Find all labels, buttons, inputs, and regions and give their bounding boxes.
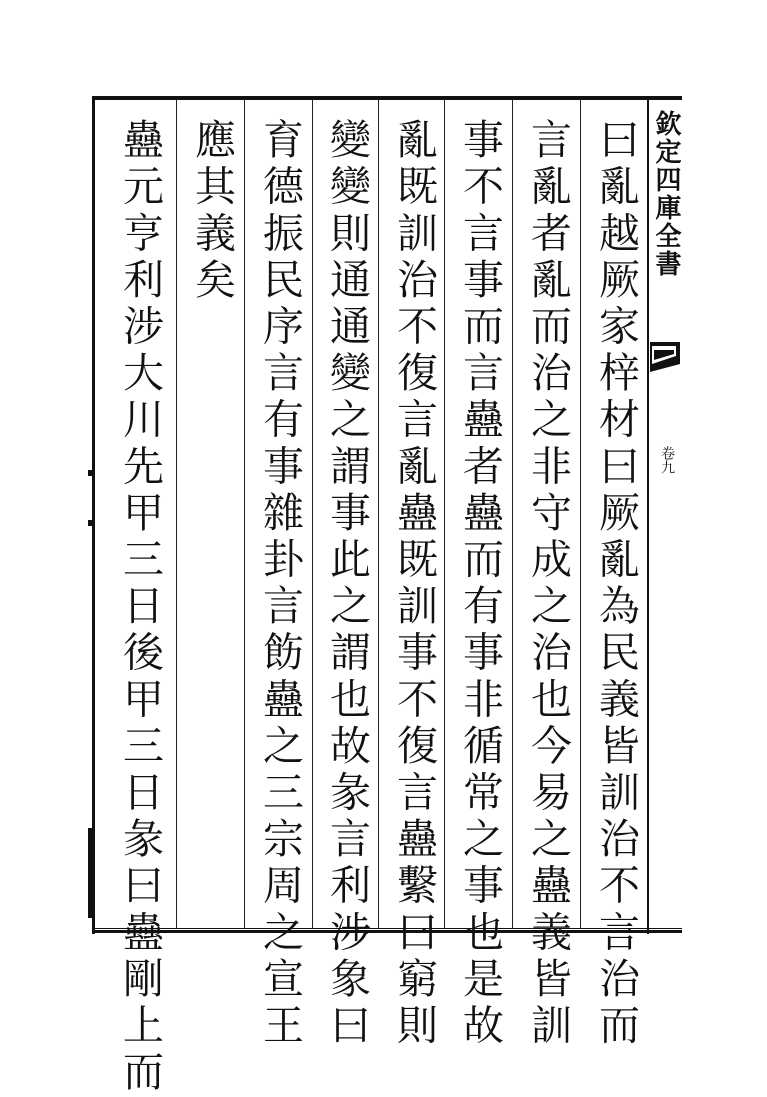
text-column: 蠱元亨利涉大川先甲三日後甲三日彖曰蠱剛上而 — [116, 118, 164, 1097]
top-border — [92, 96, 682, 100]
column-divider — [580, 100, 581, 928]
column-divider — [378, 100, 379, 928]
column-divider — [312, 100, 313, 928]
margin-title: 欽定四庫全書 — [651, 110, 681, 278]
text-column: 應其義矣 — [188, 118, 236, 305]
binding-mark — [88, 520, 94, 526]
text-column: 曰亂越厥家梓材曰厥亂為民義皆訓治不言治而 — [592, 118, 640, 1050]
column-divider — [244, 100, 245, 928]
binding-mark — [88, 828, 94, 918]
text-column: 事不言事而言蠱者蠱而有事非循常之事也是故 — [456, 118, 504, 1050]
binding-mark — [88, 470, 94, 476]
volume-label: 卷九 — [659, 446, 675, 474]
column-divider — [444, 100, 445, 928]
left-border — [92, 96, 96, 934]
text-column: 亂既訓治不復言亂蠱既訓事不復言蠱繫曰窮則 — [390, 118, 438, 1050]
text-column: 變變則通通變之謂事此之謂也故彖言利涉象曰 — [323, 118, 371, 1050]
column-divider — [176, 100, 177, 928]
column-divider — [512, 100, 513, 928]
text-column: 育德振民序言有事雜卦言飭蠱之三宗周之宣王 — [256, 118, 304, 1050]
text-column: 言亂者亂而治之非守成之治也今易之蠱義皆訓 — [524, 118, 572, 1050]
fishtail-icon — [650, 342, 680, 372]
